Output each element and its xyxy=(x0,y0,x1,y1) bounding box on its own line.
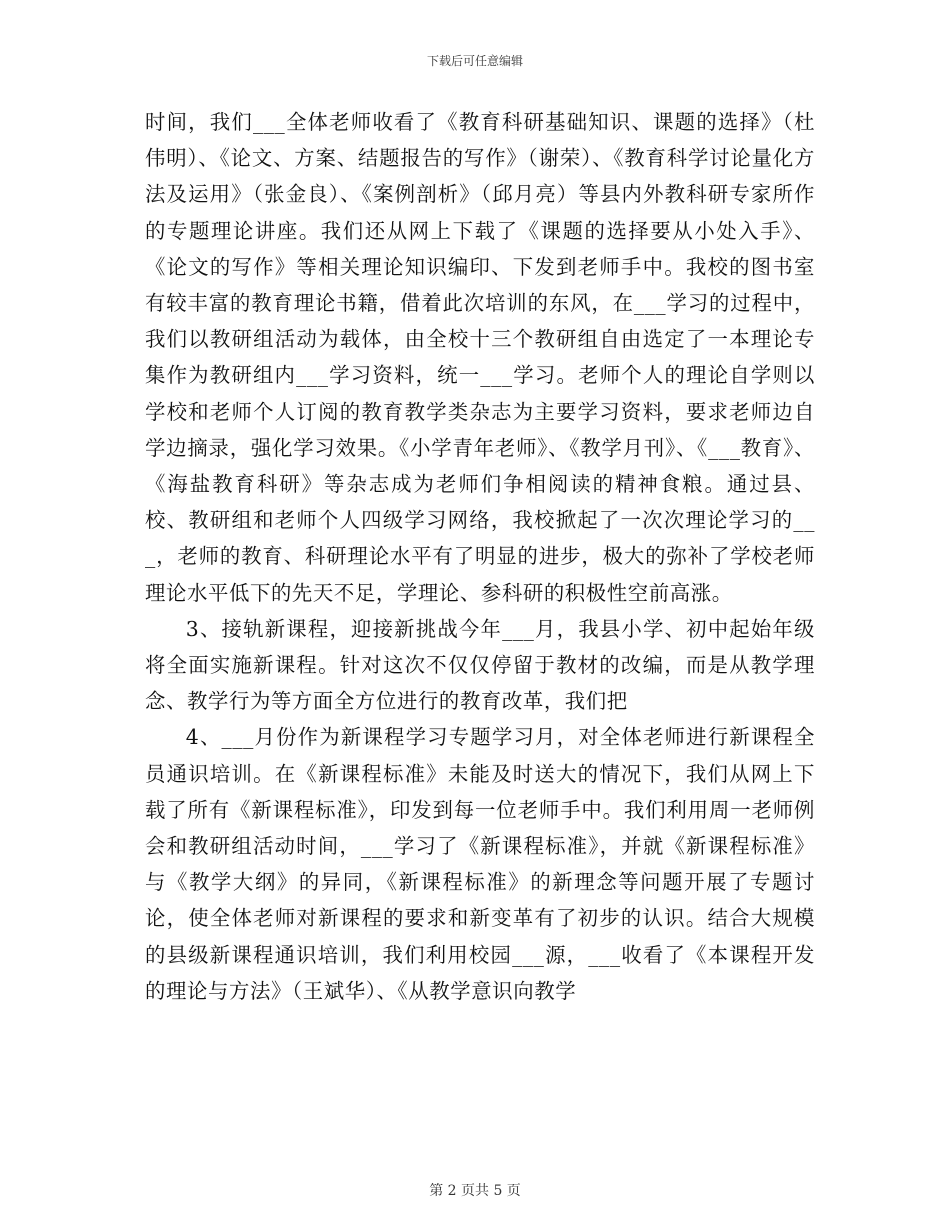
document-body xyxy=(145,104,815,1009)
page-header: 下载后可任意编辑 xyxy=(426,54,523,68)
paragraph-3: 4、___月份作为新课程学习专题学习月，对全体老师进行新课程全员通识培训。在《新课程标准》未能及时送大的情况下，我们从网上下载了所有《新课程标准》，印发到每一位老师手中。我们利用周一老师例会和教研组活动时间，___学习了《新课程标准》，并就《新课程标准》与《教学大纲》的异同，《新课程标准》的新理念等问题开展了专题讨论，使全体老师对新课程的要求和新变革有了初步的认识。结合大规模的县级新课程通识培训，我们利用校园___源，___收看了《本课程开发的理论与方法》（王斌华）、《从教学意识向教学 xyxy=(145,725,815,1003)
paragraph-1: 时间，我们___全体老师收看了《教育科研基础知识、课题的选择》（杜伟明）、《论文、方案、结题报告的写作》（谢荣）、《教育科学讨论量化方法及运用》（张金良）、《案例剖析》（邱月亮）等县内外教科研专家所作的专题理论讲座。我们还从网上下载了《课题的选择要从小处入手》、《论文的写作》等相关理论知识编印、下发到老师手中。我校的图书室有较丰富的教育理论书籍，借着此次培训的东风，在___学习的过程中，我们以教研组活动为载体，由全校十三个教研组自由选定了一本理论专集作为教研组内___学习资料，统一___学习。老师个人的理论自学则以学校和老师个人订阅的教育教学类杂志为主要学习资料，要求老师边自学边摘录，强化学习效果。《小学青年老师》、《教学月刊》、《___教育》、《海盐教育科研》等杂志成为老师们争相阅读的精神食粮。通过县、校、教研组和老师个人四级学习网络，我校掀起了一次次理论学习的___，老师的教育、科研理论水平有了明显的进步，极大的弥补了学校老师理论水平低下的先天不足，学理论、参科研的积极性空前高涨。 xyxy=(145,110,815,605)
page-footer: 第 2 页共 5 页 xyxy=(429,1183,521,1199)
paragraph-2: 3、接轨新课程，迎接新挑战今年___月，我县小学、初中起始年级将全面实施新课程。针对这次不仅仅停留于教材的改编，而是从教学理念、教学行为等方面全方位进行的教育改革，我们把 xyxy=(145,616,815,714)
